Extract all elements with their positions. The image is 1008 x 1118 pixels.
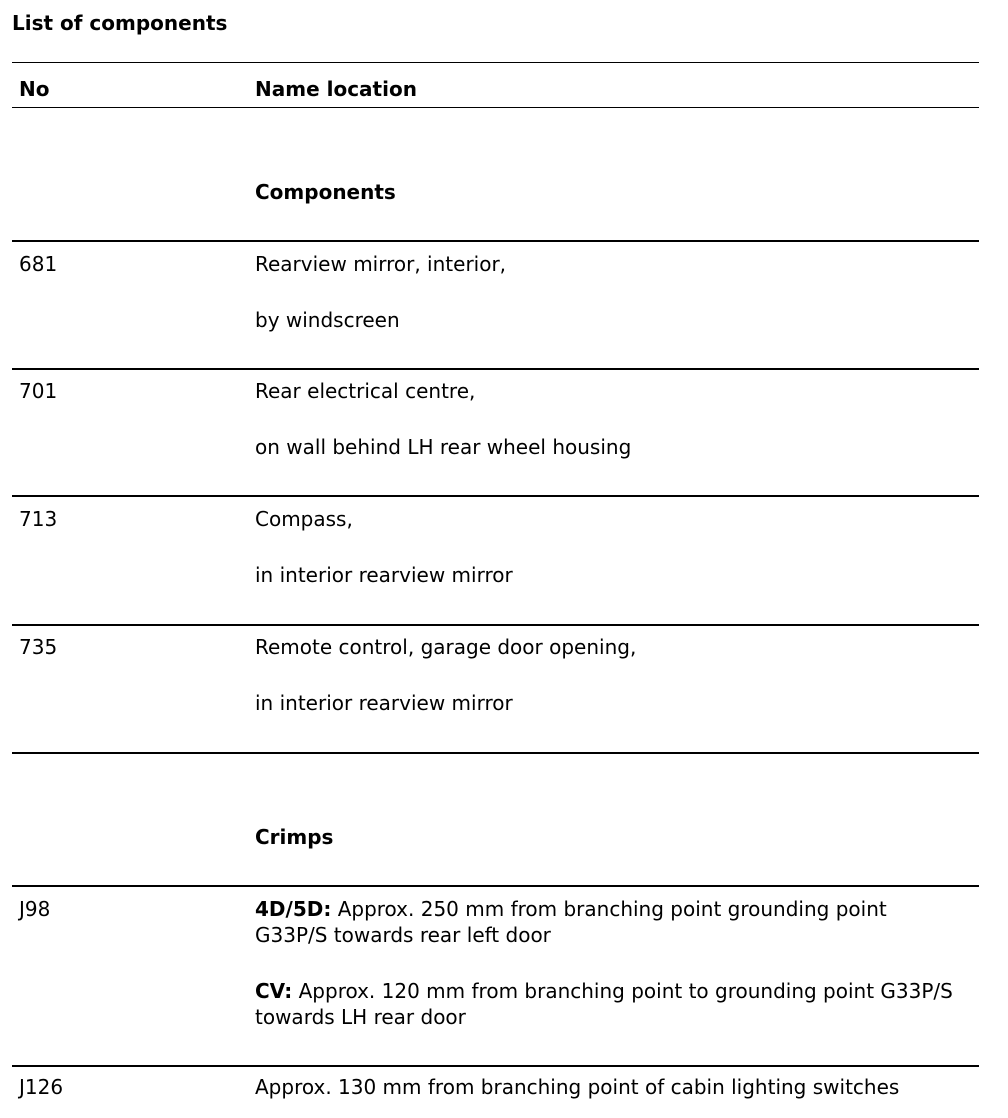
row-no-713: 713 [19,507,58,531]
row-name-735-line1: Remote control, garage door opening, [255,635,637,659]
variant-label: CV: [255,979,293,1003]
header-bottom-rule [12,107,979,108]
row-no-j126: J126 [19,1075,64,1099]
header-top-rule [12,62,979,63]
row-name-681-line1: Rearview mirror, interior, [255,252,507,276]
row-name-681-line2: by windscreen [255,308,400,332]
row-no-701: 701 [19,379,58,403]
row-name-735-line2: in interior rearview mirror [255,691,513,715]
row-name-701-line2: on wall behind LH rear wheel housing [255,435,632,459]
row-name-713-line1: Compass, [255,507,353,531]
row-name-701-line1: Rear electrical centre, [255,379,476,403]
row-name-j126-line1: Approx. 130 mm from branching point of cabin lighting switches [255,1075,900,1099]
row-divider [12,495,979,497]
section-heading-crimps: Crimps [255,825,334,849]
row-no-j98: J98 [19,897,51,921]
paragraph-text: Approx. 250 mm from branching point grounding point G33P/S towards rear left door [255,897,887,947]
document-title: List of components [12,11,228,35]
row-divider [12,368,979,370]
row-no-735: 735 [19,635,58,659]
row-name-j98-paragraph1 [255,896,955,948]
column-header-name-location: Name location [255,77,417,101]
variant-label: 4D/5D: [255,897,332,921]
row-divider [12,752,979,754]
section-heading-components: Components [255,180,396,204]
row-name-713-line2: in interior rearview mirror [255,563,513,587]
row-divider [12,1065,979,1067]
row-divider [12,885,979,887]
column-header-no: No [19,77,50,101]
paragraph-text: Approx. 120 mm from branching point to grounding point G33P/S towards LH rear door [255,979,953,1029]
row-divider [12,240,979,242]
row-divider [12,624,979,626]
row-name-j98-paragraph2 [255,978,955,1030]
row-no-681: 681 [19,252,58,276]
